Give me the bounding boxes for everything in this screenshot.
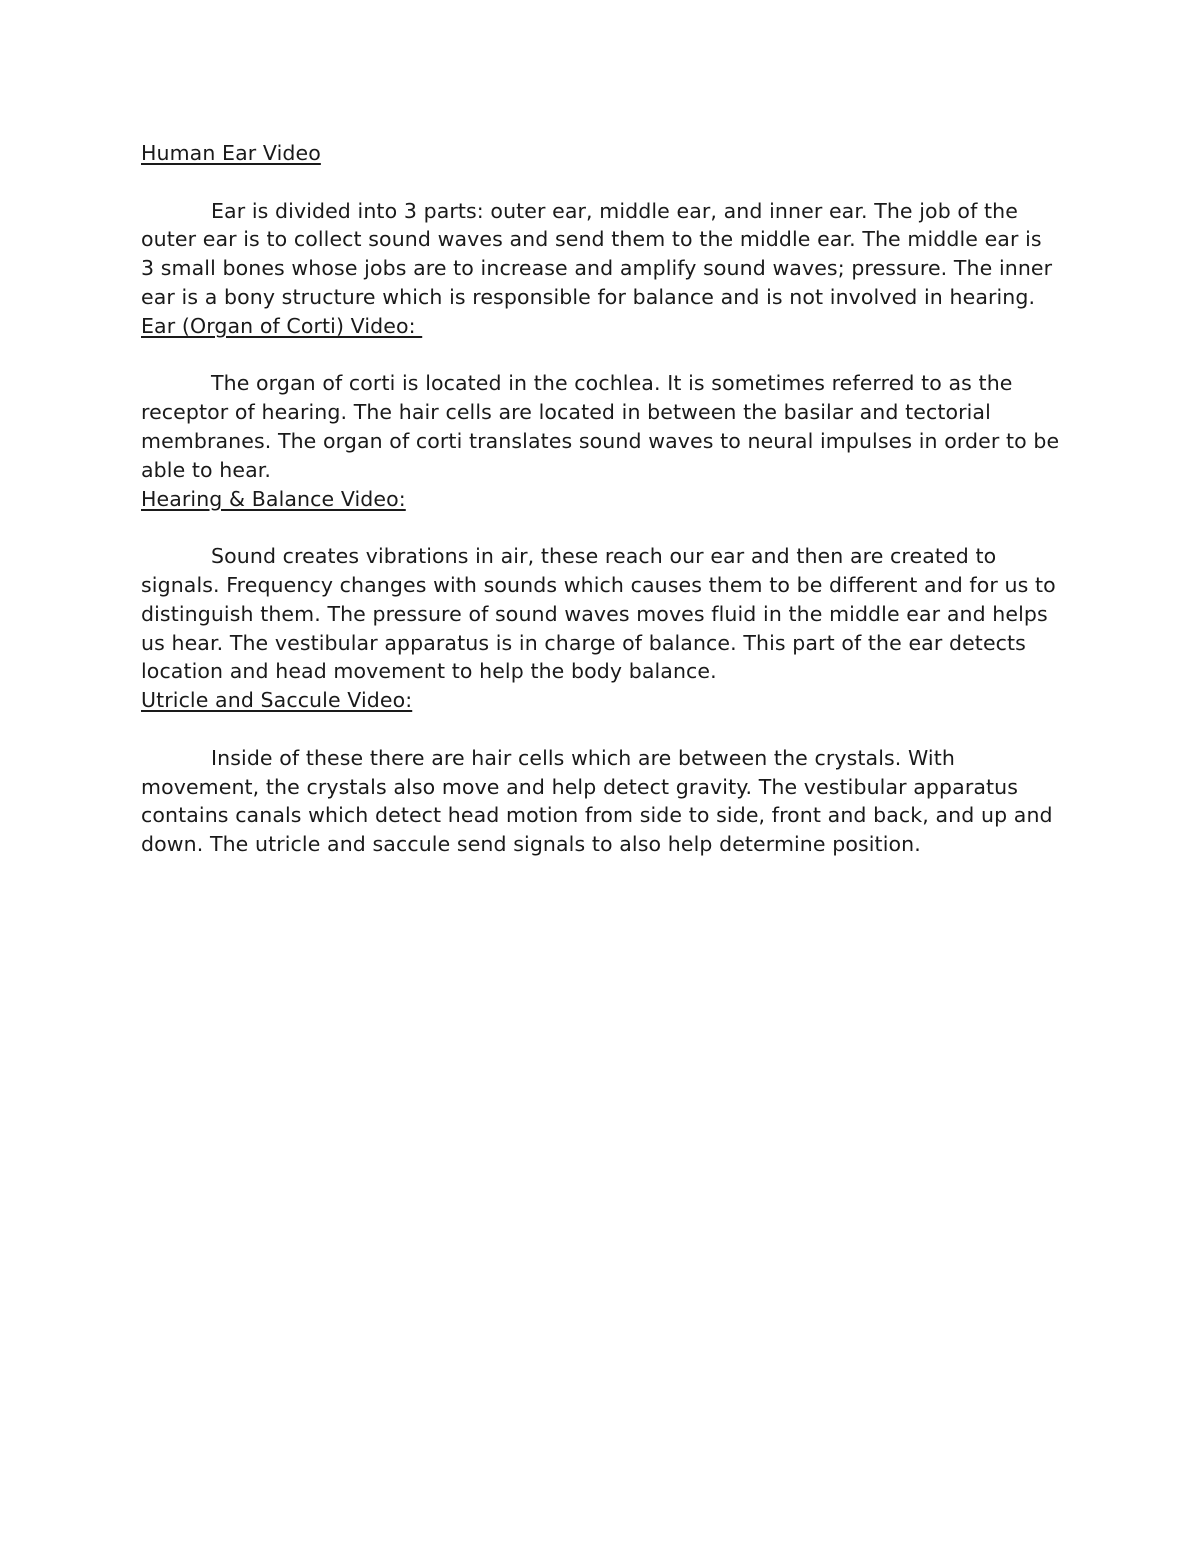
section-heading: Utricle and Saccule Video: — [141, 688, 413, 713]
section-heading: Hearing & Balance Video: — [141, 486, 406, 511]
section-utricle-saccule — [141, 686, 1061, 859]
blank-line — [141, 715, 1061, 744]
blank-line — [141, 168, 1061, 197]
blank-line — [141, 513, 1061, 542]
section-hearing-balance — [141, 485, 1061, 687]
section-body: Ear is divided into 3 parts: outer ear, middle ear, and inner ear. The job of the outer ear is to collect sound waves and send them to the middle ear. The middle ear is 3 small bones whose jobs are to increase and amplify sound waves; pressure. The inner ear is a bony structure which is responsible for balance and is not involved in hearing. — [141, 198, 1053, 309]
section-heading: Human Ear Video — [141, 141, 321, 165]
section-human-ear — [141, 139, 1061, 312]
section-heading: Ear (Organ of Corti) Video: — [141, 313, 423, 338]
section-body: The organ of corti is located in the cochlea. It is sometimes referred to as the receptor of hearing. The hair cells are located in between the basilar and tectorial membranes. The organ of corti translates sound waves to neural impulses in order to be able to hear. — [141, 371, 1060, 482]
section-organ-of-corti — [141, 312, 1061, 485]
blank-line — [141, 341, 1061, 370]
document-page — [141, 139, 1061, 859]
section-body: Inside of these there are hair cells which are between the crystals. With movement, the crystals also move and help detect gravity. The vestibular apparatus contains canals which detect head motion from side to side, front and back, and up and down. The utricle and saccule send signals to also help determine position. — [141, 745, 1053, 857]
section-body: Sound creates vibrations in air, these reach our ear and then are created to signals. Frequency changes with sounds which causes them to be different and for us to distinguish them. The pressure of sound waves moves fluid in the middle ear and helps us hear. The vestibular apparatus is in charge of balance. This part of the ear detects location and head movement to help the body balance. — [141, 544, 1056, 684]
